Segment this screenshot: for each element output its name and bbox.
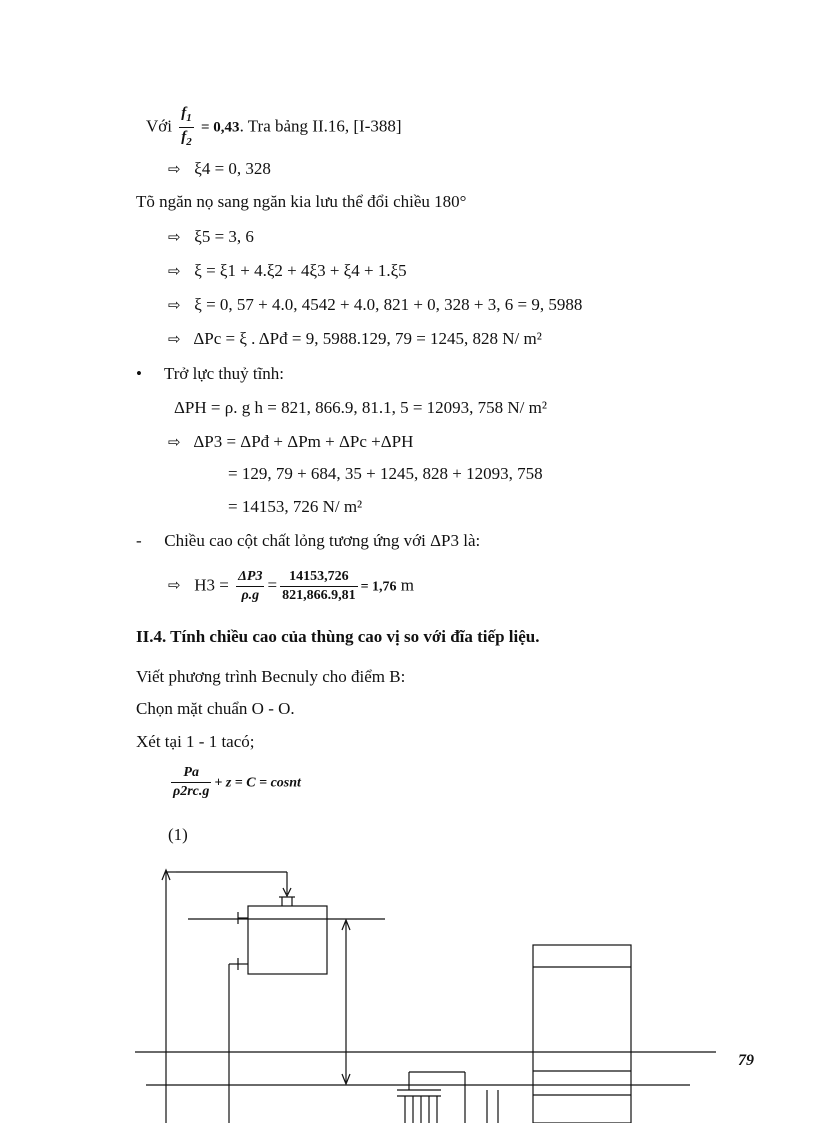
frac-den: f — [181, 129, 187, 145]
dp3-sum-text: = 129, 79 + 684, 35 + 1245, 828 + 12093, 758 — [228, 464, 543, 483]
line-dp3-result — [228, 496, 362, 518]
implies-arrow-icon: ⇨ — [168, 576, 181, 595]
h3-unit: m — [400, 575, 415, 595]
line-direction-change — [136, 191, 466, 213]
h3-result: = 1,76 — [360, 579, 397, 595]
table-ref: . Tra bảng II.16, [I-388] — [239, 116, 402, 136]
paragraph-datum — [136, 698, 295, 720]
schematic-diagram — [0, 850, 816, 1123]
ratio-value: = 0,43 — [201, 119, 240, 136]
line-xi-sum — [168, 260, 407, 282]
line-xi-value — [168, 294, 582, 316]
equation-rest: + z = C = cosnt — [214, 775, 301, 791]
page-number: 79 — [738, 1052, 754, 1069]
xi-sum-text: ξ = ξ1 + 4.ξ2 + 4ξ3 + ξ4 + 1.ξ5 — [194, 261, 407, 280]
xi-value-text: ξ = 0, 57 + 4.0, 4542 + 4.0, 821 + 0, 328 + 3, 6 = 9, 5988 — [194, 295, 583, 314]
frac-rho: ρ2rc.g — [173, 784, 210, 799]
bernoulli-text: Viết phương trình Becnuly cho điểm B: — [136, 667, 406, 686]
fraction-f1-f2 — [179, 104, 194, 151]
paragraph-section — [136, 731, 255, 753]
bullet-icon: • — [136, 364, 142, 383]
frac-numeric-den: 821,866.9,81 — [282, 588, 356, 603]
dp3-result-text: = 14153, 726 N/ m² — [228, 497, 363, 516]
xi4-text: ξ4 = 0, 328 — [194, 159, 271, 178]
prefix-text: Với — [146, 116, 172, 136]
line-dpc — [168, 328, 542, 350]
line-frac-ratio — [146, 104, 402, 151]
implies-arrow-icon: ⇨ — [168, 262, 181, 280]
bernoulli-equation — [168, 764, 301, 801]
line-height-intro — [136, 530, 480, 552]
line-xi5 — [168, 226, 254, 248]
height-intro-text: Chiều cao cột chất lỏng tương ứng với ΔP3 là: — [164, 531, 481, 550]
datum-text: Chọn mặt chuẩn O - O. — [136, 699, 295, 718]
line-xi4 — [168, 158, 271, 180]
equation-label-text: (1) — [168, 825, 188, 844]
frac-den-sub: 2 — [186, 136, 192, 148]
h3-lhs: H3 = — [194, 575, 229, 595]
xi5-text: ξ5 = 3, 6 — [194, 227, 254, 246]
line-dp3-sum — [228, 463, 543, 485]
frac-num: f — [181, 105, 187, 121]
fraction-numeric — [280, 568, 358, 605]
dp3-text: ΔP3 = ΔPđ + ΔPm + ΔPc +ΔPH — [193, 432, 414, 451]
distillation-column — [533, 945, 631, 1123]
line-dph — [174, 397, 547, 419]
implies-arrow-icon: ⇨ — [168, 330, 181, 348]
section-text: Xét tại 1 - 1 tacó; — [136, 732, 255, 751]
elevated-tank — [248, 906, 327, 974]
frac-dp3: ΔP3 — [236, 568, 264, 587]
line-h3: ⇨ H3 = $\frac{\Delta P3}{\rho.g}$ = $\frac{14153,726}{821,866.9,81}$ = 1,76 m — [168, 569, 415, 603]
dpc-text: ΔPc = ξ . ΔPđ = 9, 5988.129, 79 = 1245, 828 N/ m² — [193, 329, 542, 348]
implies-arrow-icon: ⇨ — [168, 228, 181, 246]
dph-text: ΔPH = ρ. g h = 821, 866.9, 81.1, 5 = 12093, 758 N/ m² — [174, 398, 547, 417]
hydrostatic-heading: Trở lực thuỷ tĩnh: — [163, 364, 285, 383]
frac-pa: Pa — [171, 764, 211, 783]
paragraph-bernoulli — [136, 666, 405, 688]
direction-text: Tõ ngăn nọ sang ngăn kia lưu thể đổi chiều 180° — [136, 192, 467, 211]
line-hydrostatic — [136, 363, 284, 385]
implies-arrow-icon: ⇨ — [168, 296, 181, 314]
fraction-dp3-rhog — [236, 568, 264, 605]
section-heading — [136, 626, 539, 648]
section-heading-text: II.4. Tính chiều cao của thùng cao vị so với đĩa tiếp liệu. — [136, 627, 540, 646]
dash-marker: - — [136, 531, 142, 550]
fraction-pa — [171, 764, 211, 801]
line-dp3 — [168, 431, 413, 453]
implies-arrow-icon: ⇨ — [168, 433, 181, 451]
equation-label — [168, 824, 188, 846]
frac-numeric-num: 14153,726 — [280, 568, 358, 587]
frac-num-sub: 1 — [186, 112, 192, 124]
implies-arrow-icon: ⇨ — [168, 160, 181, 178]
frac-rhog: ρ.g — [241, 588, 260, 603]
